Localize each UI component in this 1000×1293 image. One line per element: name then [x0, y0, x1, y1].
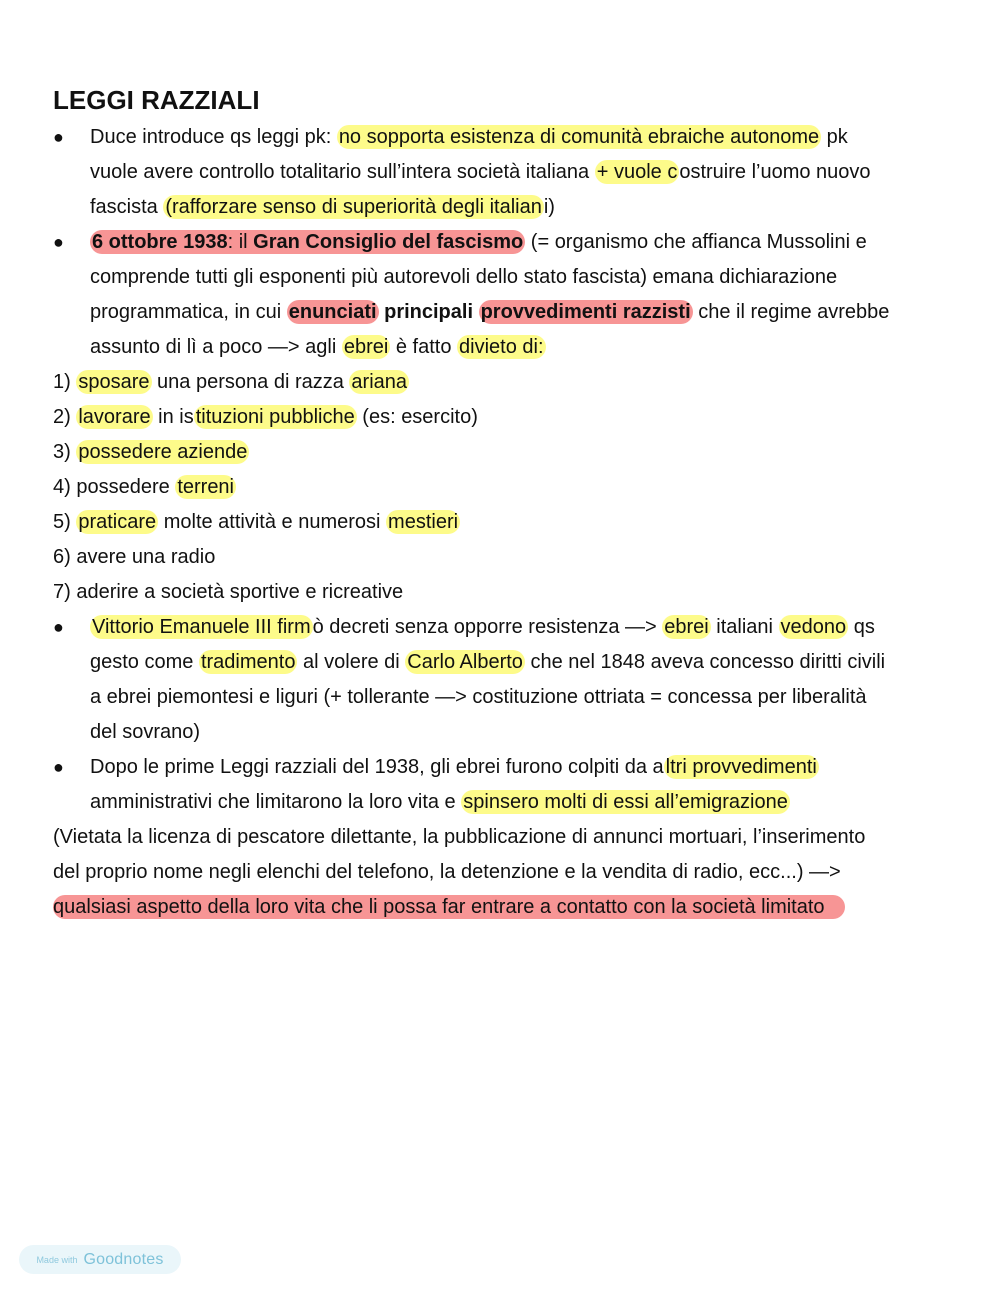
bullet-1-line-3: [53, 190, 953, 225]
highlight-yellow: no sopporta esistenza di comunità ebraiche autonome: [338, 126, 820, 148]
highlight-yellow: spinsero molti di essi all’emigrazione: [463, 791, 788, 813]
highlight-yellow: divieto di:: [459, 336, 544, 358]
bold-text: principali: [378, 301, 479, 323]
text: vuole avere controllo totalitario sull’intera società italiana: [90, 161, 595, 183]
highlight-yellow: vedono: [780, 616, 847, 638]
highlight-yellow: (rafforzare senso di superiorità degli italian: [165, 196, 542, 218]
bullet-2-line-1: [53, 225, 953, 260]
bullet-dot-icon: ●: [53, 757, 64, 777]
highlight-yellow: ebrei: [664, 616, 709, 638]
text: una persona di razza: [151, 371, 350, 393]
text: : il: [227, 231, 254, 253]
bullet-dot-icon: ●: [53, 617, 64, 637]
highlight-red: qualsiasi aspetto della loro vita che li possa far entrare a contatto con la società limitato: [53, 895, 845, 919]
highlight-yellow: Vittorio Emanuele III firm: [92, 616, 311, 638]
highlight-yellow: tradimento: [200, 651, 296, 673]
text: (Vietata la licenza di pescatore dilettante, la pubblicazione di annunci mortuari, l’inserimento: [53, 826, 866, 848]
text: ò decreti senza opporre resistenza —>: [312, 616, 663, 638]
list-item-7: [53, 575, 953, 610]
bullet-4-line-2: [53, 785, 953, 820]
list-item-4: [53, 470, 953, 505]
final-paragraph-line-3: [53, 890, 953, 925]
bullet-1-line-2: [53, 155, 953, 190]
bullet-4-line-1: [53, 750, 953, 785]
list-item-6: [53, 540, 953, 575]
bold-text: 6 ottobre 1938: [92, 231, 228, 253]
highlight-yellow: possedere aziende: [78, 441, 248, 463]
bullet-3-line-2: [53, 645, 953, 680]
text: che nel 1848 aveva concesso diritti civili: [524, 651, 886, 673]
text: 3): [53, 441, 77, 463]
bullet-2-line-2: [53, 260, 953, 295]
highlight-yellow: sposare: [78, 371, 150, 393]
note-body: [53, 120, 953, 925]
text: (es: esercito): [356, 406, 478, 428]
highlight-yellow: tituzioni pubbliche: [195, 406, 355, 428]
list-item-5: [53, 505, 953, 540]
bullet-dot-icon: ●: [53, 232, 64, 252]
list-item-1: [53, 365, 953, 400]
text: che il regime avrebbe: [692, 301, 890, 323]
text: al volere di: [297, 651, 406, 673]
text: molte attività e numerosi: [158, 511, 387, 533]
bullet-3-line-1: [53, 610, 953, 645]
text: possedere: [76, 476, 176, 498]
text: 7) aderire a società sportive e ricreative: [53, 581, 404, 603]
highlight-yellow: ariana: [351, 371, 408, 393]
text: Dopo le prime Leggi razziali del 1938, gli ebrei furono colpiti da a: [90, 756, 664, 778]
bullet-2-line-3: [53, 295, 953, 330]
list-item-3: [53, 435, 953, 470]
highlight-red: [90, 230, 525, 254]
text: Duce introduce qs leggi pk:: [90, 126, 337, 148]
highlight-yellow: mestieri: [388, 511, 459, 533]
text: a ebrei piemontesi e liguri (+ tollerante —> costituzione ottriata = concessa per liberalità: [90, 686, 867, 708]
highlight-yellow: ebrei: [343, 336, 389, 358]
text: 5): [53, 511, 77, 533]
text: fascista: [90, 196, 164, 218]
text: in is: [152, 406, 194, 428]
highlight-yellow: Carlo Alberto: [407, 651, 523, 673]
goodnotes-watermark: [19, 1245, 181, 1274]
text: i): [543, 196, 555, 218]
text: amministrativi che limitarono la loro vita e: [90, 791, 462, 813]
bullet-1-line-1: [53, 120, 953, 155]
highlight-yellow: praticare: [78, 511, 157, 533]
goodnotes-logo: Goodnotes: [83, 1250, 164, 1268]
text: programmatica, in cui: [90, 301, 287, 323]
page-title: LEGGI RAZZIALI: [53, 85, 260, 115]
highlight-red: provvedimenti razzisti: [480, 301, 691, 323]
bold-text: Gran Consiglio del fascismo: [253, 231, 524, 253]
bullet-3-line-4: [53, 715, 953, 750]
text: comprende tutti gli esponenti più autorevoli dello stato fascista) emana dichiarazione: [90, 266, 838, 288]
list-item-2: [53, 400, 953, 435]
highlight-yellow: ltri provvedimenti: [665, 756, 817, 778]
text: qs: [848, 616, 875, 638]
text: ostruire l’uomo nuovo: [679, 161, 871, 183]
bullet-dot-icon: ●: [53, 127, 64, 147]
bullet-3-line-3: [53, 680, 953, 715]
final-paragraph-line-1: [53, 820, 953, 855]
text: è fatto: [390, 336, 458, 358]
text: gesto come: [90, 651, 199, 673]
text: 2): [53, 406, 77, 428]
text: (= organismo che affianca Mussolini e: [525, 231, 867, 253]
watermark-made-with: Made with: [36, 1254, 78, 1265]
highlight-yellow: terreni: [177, 476, 235, 498]
text: del sovrano): [90, 721, 201, 743]
text: 4): [53, 476, 77, 498]
text: pk: [821, 126, 848, 148]
text: 1): [53, 371, 77, 393]
highlight-yellow: + vuole c: [596, 161, 678, 183]
text: assunto di lì a poco —> agli: [90, 336, 342, 358]
text: 6) avere una radio: [53, 546, 216, 568]
final-paragraph-line-2: [53, 855, 953, 890]
bullet-2-line-4: [53, 330, 953, 365]
highlight-yellow: lavorare: [78, 406, 151, 428]
highlight-red: enunciati: [288, 301, 377, 323]
text: del proprio nome negli elenchi del telefono, la detenzione e la vendita di radio, ecc...) —>: [53, 861, 841, 883]
text: italiani: [710, 616, 779, 638]
